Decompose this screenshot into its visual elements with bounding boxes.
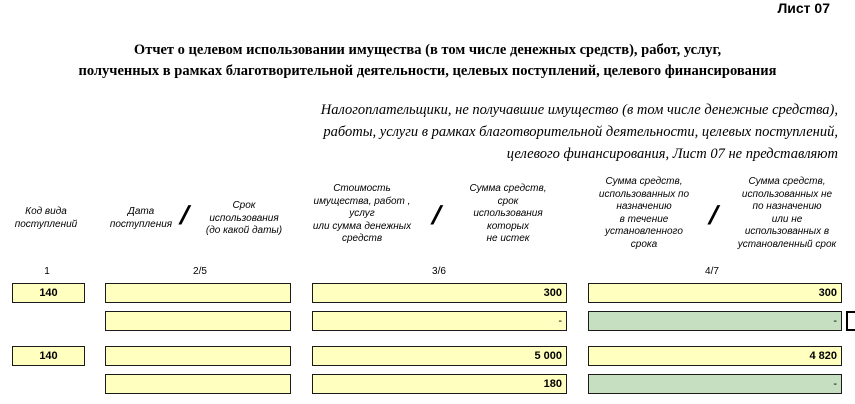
row3-used-field[interactable]: 4 820 [588, 346, 842, 366]
row1-used-field[interactable]: 300 [588, 283, 842, 303]
header-used-line: использованных по [598, 188, 690, 200]
header-used-line: Сумма средств, [605, 176, 683, 187]
header-cost [306, 183, 418, 246]
form-title [0, 40, 855, 82]
row1-date-field[interactable] [105, 283, 291, 303]
sheet-label: Лист 07 [777, 0, 830, 16]
instruction-note [200, 99, 838, 165]
header-used-line: назначению [616, 201, 672, 212]
header-used-line: установленного [605, 226, 683, 237]
header-code [5, 206, 87, 231]
column-number-1: 1 [44, 266, 50, 277]
header-slash-1: / [176, 200, 194, 230]
selection-cursor [846, 311, 855, 331]
header-slash-3: / [705, 200, 723, 230]
row4-date-field[interactable] [105, 374, 291, 394]
column-number-3: 3/6 [432, 266, 446, 277]
header-unused-line: использованных не [741, 188, 833, 200]
header-unexpired-line: использования [473, 208, 543, 219]
header-unexpired [448, 183, 568, 246]
header-code-line: поступлений [14, 218, 78, 230]
header-term-line: Срок [232, 200, 256, 211]
row1-code-field[interactable]: 140 [12, 283, 85, 303]
header-unexpired-line: которых [487, 220, 529, 232]
header-unused-line: или не [771, 213, 803, 225]
row3-date-field[interactable] [105, 346, 291, 366]
note-line-3: целевого финансирования, Лист 07 не представляют [506, 146, 838, 162]
column-number-4: 4/7 [705, 266, 719, 277]
row1-amount-field[interactable]: 300 [312, 283, 567, 303]
header-unexpired-line: срок [497, 195, 519, 207]
row3-amount-field[interactable]: 5 000 [312, 346, 567, 366]
header-cost-line: услуг [349, 208, 375, 219]
header-cost-line: Стоимость [333, 183, 391, 194]
form-title-line-1: Отчет о целевом использовании имущества (в том числе денежных средств), работ, услуг, [133, 42, 722, 58]
header-slash-2: / [428, 200, 446, 230]
header-code-line: Код вида [25, 206, 67, 217]
header-term-line: (до какой даты) [205, 225, 283, 236]
row2-date-field[interactable] [105, 311, 291, 331]
row4-unused-field[interactable]: - [588, 374, 842, 394]
row3-code-field[interactable]: 140 [12, 346, 85, 366]
header-used-line: срока [630, 238, 658, 250]
row2-amount-field[interactable]: - [312, 311, 567, 331]
header-used [584, 176, 704, 251]
header-date-line: Дата [127, 206, 155, 217]
header-unexpired-line: Сумма средств, [469, 183, 547, 194]
header-unused-line: установленный срок [737, 238, 837, 250]
header-unused [724, 176, 850, 251]
note-line-2: работы, услуги в рамках благотворительной деятельности, целевых поступлений, [323, 124, 838, 140]
header-cost-line: или сумма денежных [312, 220, 412, 232]
header-date [100, 206, 182, 231]
note-line-1: Налогоплательщики, не получавшие имущество (в том числе денежные средства), [320, 102, 838, 118]
header-unused-line: Сумма средств, [748, 176, 826, 187]
header-cost-line: средств [341, 233, 383, 244]
header-term [196, 200, 292, 238]
row4-amount-field[interactable]: 180 [312, 374, 567, 394]
header-unused-line: использованных в [744, 226, 830, 237]
header-unused-line: по назначению [752, 201, 822, 212]
header-cost-line: имущества, работ , [313, 195, 411, 207]
header-unexpired-line: не истек [486, 233, 530, 244]
header-term-line: использования [209, 212, 279, 224]
header-date-line: поступления [109, 218, 173, 230]
form-title-line-2: полученных в рамках благотворительной деятельности, целевых поступлений, целевого финансирования [78, 63, 777, 79]
column-number-2: 2/5 [193, 266, 207, 277]
row2-unused-field[interactable]: - [588, 311, 842, 331]
header-used-line: в течение [619, 213, 669, 225]
